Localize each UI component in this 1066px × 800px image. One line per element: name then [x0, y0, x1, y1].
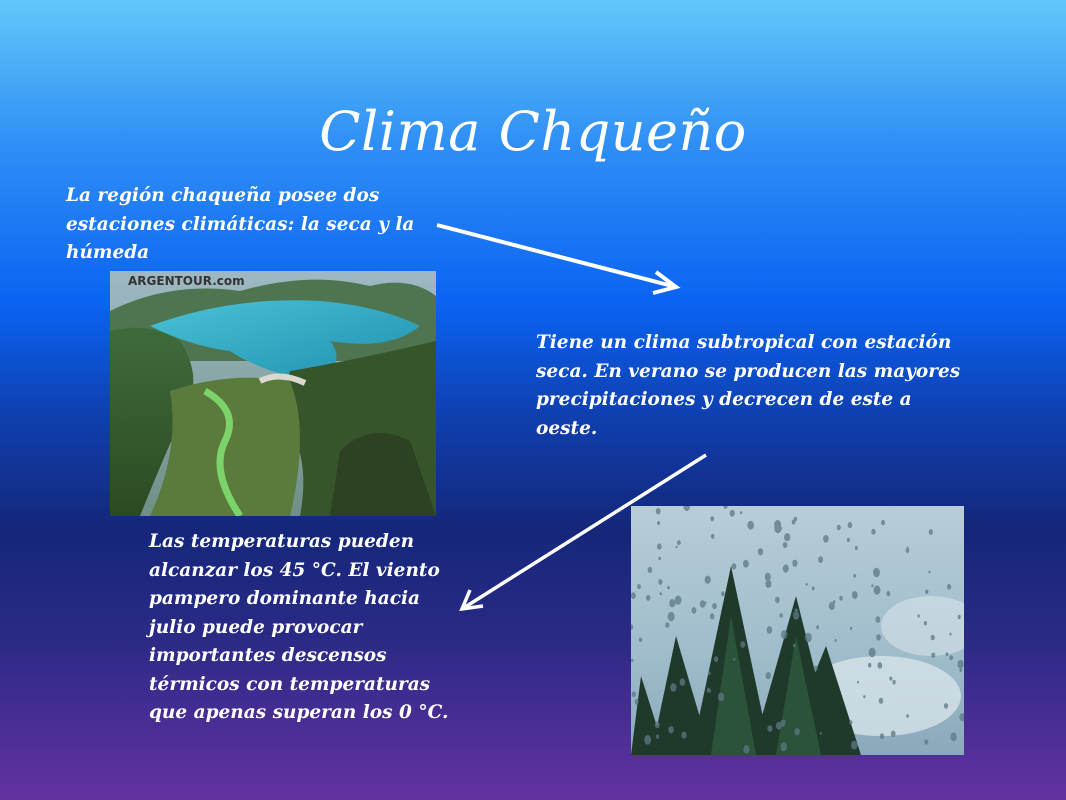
arrow-to-temperatures	[462, 455, 706, 609]
intro-text: La región chaqueña posee dos estaciones climáticas: la seca y la húmeda	[66, 185, 415, 263]
arrow-to-climate	[437, 225, 676, 293]
temperature-text: Las temperaturas pueden alcanzar los 45 °C. El viento pampero dominante hacia julio puede provocar importantes descensos térmicos con temperaturas que apenas superan los 0 °C.	[149, 531, 449, 723]
climate-text: Tiene un clima subtropical con estación seca. En verano se producen las mayores precipitaciones y decrecen de este a oeste.	[536, 332, 961, 439]
logo-text: ARGENTOUR.com	[128, 274, 245, 288]
slide-title: Clima Chqueño	[319, 100, 747, 163]
